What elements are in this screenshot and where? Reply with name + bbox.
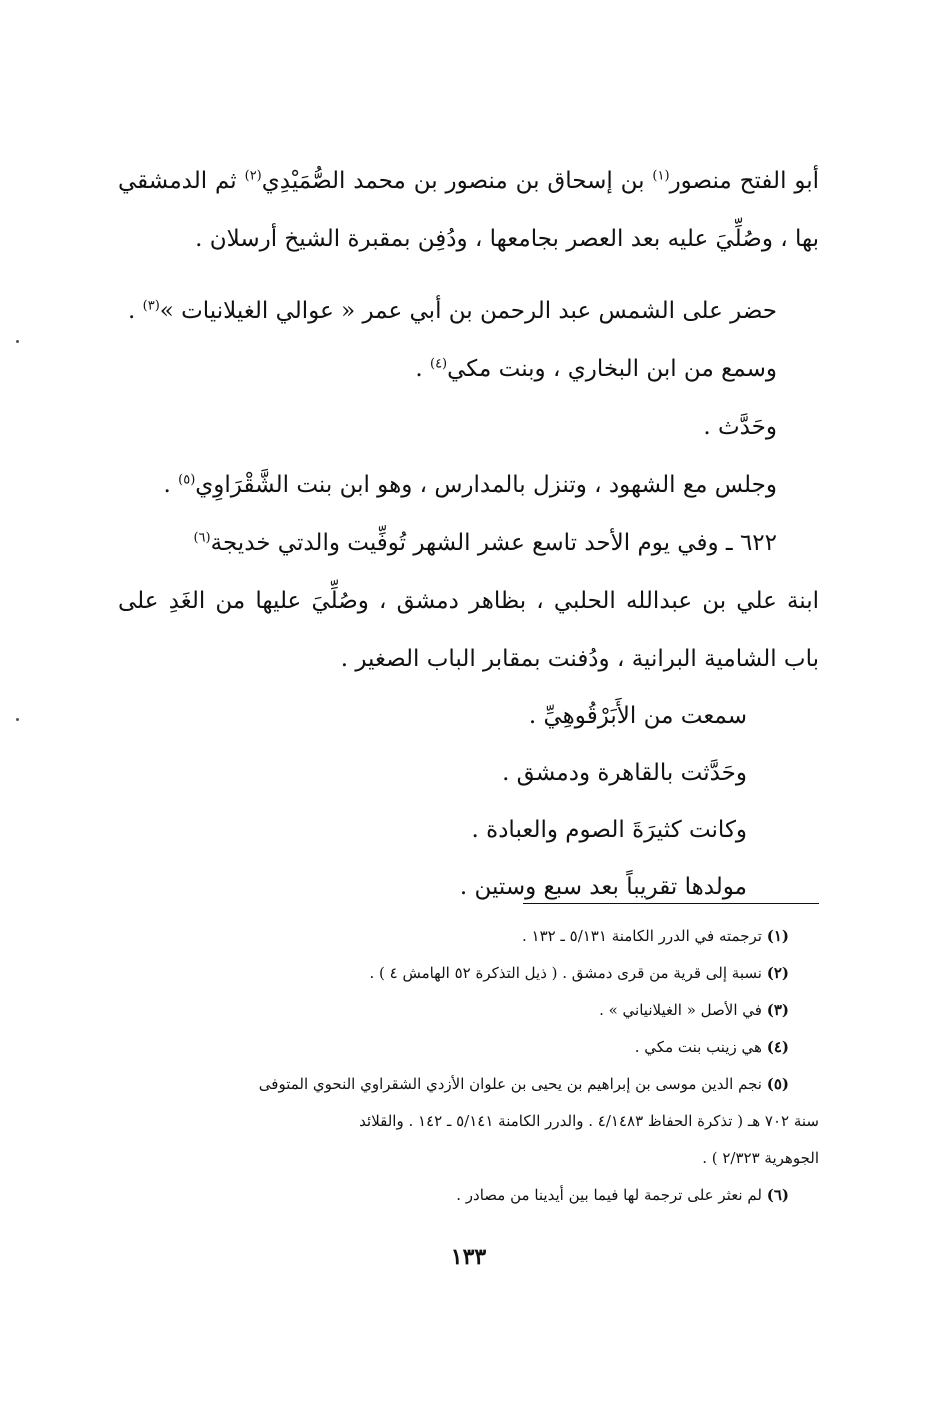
period: .	[415, 356, 423, 382]
footnote-text: نسبة إلى قرية من قرى دمشق . ( ذيل التذكرة ٥٢ الهامش ٤ ) .	[369, 964, 762, 982]
footnote-1	[105, 918, 819, 955]
entry-details	[118, 688, 819, 916]
footnote-2	[105, 955, 819, 992]
footnote-text: لم نعثر على ترجمة لها فيما بين أيدينا من مصادر .	[456, 1186, 762, 1204]
footnote-text: الجوهرية ٢/٣٢٣ ) .	[702, 1149, 819, 1167]
scan-speck	[16, 718, 19, 721]
footnote-ref[interactable]: (٣)	[142, 298, 160, 314]
footnote-text: هي زينب بنت مكي .	[634, 1038, 762, 1056]
period: .	[128, 298, 136, 324]
text-line: وحَدَّث .	[703, 414, 777, 440]
footnote-number: (٣)	[766, 1001, 789, 1019]
footnote-ref[interactable]: (٤)	[429, 356, 448, 372]
text-line: أبو الفتح منصور	[669, 168, 820, 194]
text-line: وسمع من ابن البخاري ، وبنت مكي	[447, 356, 777, 382]
footnote-5-continued	[105, 1103, 819, 1140]
text-line: ٦٢٢ ـ وفي يوم الأحد تاسع عشر الشهر تُوفِّيت والدتي خديجة	[210, 530, 777, 556]
main-text	[118, 152, 819, 916]
footnote-3	[105, 992, 819, 1029]
text-line: على باب الشامية البرانية ، ودُفنت بمقابر الباب الصغير .	[118, 588, 819, 672]
footnote-number: (١)	[766, 927, 789, 945]
footnote-ref[interactable]: (٦)	[193, 530, 211, 546]
footnote-number: (٢)	[766, 964, 789, 982]
text-line: ابنة علي بن عبدالله الحلبي ، بظاهر دمشق ، وصُلِّيَ عليها من الغَدِ	[168, 588, 820, 614]
text-line: الشيخ أرسلان .	[195, 226, 341, 252]
text-line: وجلس مع الشهود ، وتنزل بالمدارس ، وهو ابن بنت الشَّقْرَاوِي	[195, 472, 777, 498]
footnote-number: (٥)	[766, 1075, 789, 1093]
entry-622	[118, 514, 819, 572]
footnote-number: (٤)	[766, 1038, 789, 1056]
text-line: حضر على الشمس عبد الرحمن بن أبي عمر « عوالي الغيلانيات »	[159, 298, 777, 324]
biography-entry	[118, 152, 819, 268]
text-line: وحَدَّثت بالقاهرة ودمشق .	[502, 760, 747, 786]
paragraph	[118, 572, 819, 688]
footnote-text: في الأصل « الغيلانياني » .	[599, 1001, 762, 1019]
footnote-ref[interactable]: (١)	[652, 168, 670, 184]
page-number: ١٣٣	[450, 1244, 487, 1270]
paragraph	[118, 456, 819, 514]
paragraph	[118, 340, 819, 398]
footnote-4	[105, 1029, 819, 1066]
period: .	[163, 472, 171, 498]
footnote-5-continued	[105, 1140, 819, 1177]
footnotes	[105, 918, 819, 1214]
footnote-5	[105, 1066, 819, 1103]
text-line: ثم الدمشقي بها ، وصُلِّيَ عليه بعد العصر بجامعها ، ودُفِن بمقبرة	[118, 168, 819, 252]
text-line: وكانت كثيرَةَ الصوم والعبادة .	[471, 817, 747, 843]
footnote-number: (٦)	[766, 1186, 789, 1204]
text-line: بن إسحاق بن منصور بن محمد الصُّمَيْدِي	[261, 168, 645, 194]
footnote-ref[interactable]: (٥)	[178, 472, 196, 488]
footnote-6	[105, 1177, 819, 1214]
footnote-text: ترجمته في الدرر الكامنة ٥/١٣١ ـ ١٣٢ .	[521, 927, 762, 945]
text-line: سمعت من الأَبَرْقُوهِيِّ .	[528, 703, 747, 729]
footnote-text: سنة ٧٠٢ هـ ( تذكرة الحفاظ ٤/١٤٨٣ . والدرر الكامنة ٥/١٤١ ـ ١٤٢ . والقلائد	[359, 1112, 819, 1130]
paragraph	[118, 398, 819, 456]
footnote-ref[interactable]: (٢)	[244, 168, 262, 184]
paragraph	[118, 282, 819, 340]
text-line: مولدها تقريباً بعد سبع وستين .	[459, 874, 747, 900]
footnote-text: نجم الدين موسى بن إبراهيم بن يحيى بن علوان الأزدي الشقراوي النحوي المتوفى	[258, 1075, 762, 1093]
footnote-separator	[523, 903, 819, 904]
scan-speck	[16, 340, 19, 343]
